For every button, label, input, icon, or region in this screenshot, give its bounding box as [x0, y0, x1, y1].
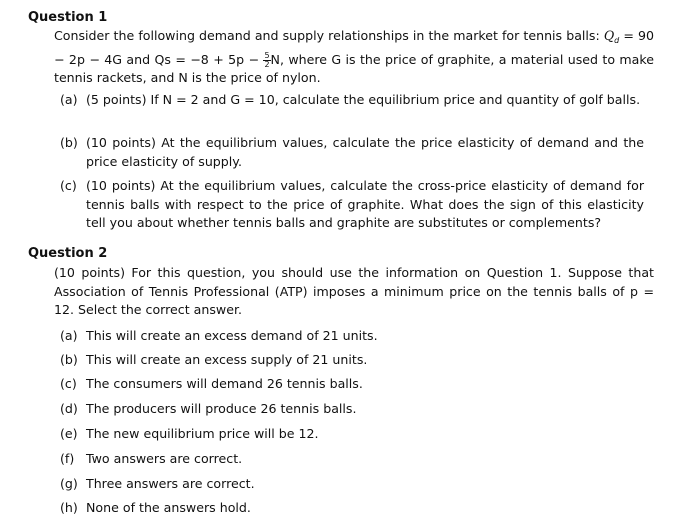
question-1-intro: [54, 27, 654, 88]
question-1-heading: Question 1: [28, 10, 108, 25]
option-label: (c): [60, 376, 77, 391]
fraction-numerator: 5: [264, 50, 270, 60]
intro-equation-part-2: N, where G is the price of graphite, a material used to make tennis rackets, and N is the price of nylon.: [54, 51, 654, 85]
part-text: (10 points) At the equilibrium values, calculate the cross-price elasticity of demand for tennis balls with respect to the price of graphite. What does the sign of this elasticity tell you about whether tennis balls and graphite are substitutes or complements?: [86, 178, 644, 230]
intro-text-part-1: Consider the following demand and supply relationships in the market for tennis balls:: [54, 28, 604, 43]
part-label: (c): [60, 178, 77, 193]
option-text: The consumers will demand 26 tennis balls.: [86, 376, 363, 391]
question-1-part-a: [60, 91, 644, 110]
option-label: (d): [60, 401, 78, 416]
part-text: (10 points) At the equilibrium values, calculate the price elasticity of demand and the price elasticity of supply.: [86, 135, 644, 169]
question-2-intro: (10 points) For this question, you should use the information on Question 1. Suppose that Association of Tennis Professional (ATP) imposes a minimum price on the tennis balls of p = 12. Select the correct answer.: [54, 265, 654, 317]
part-label: (b): [60, 135, 78, 150]
option-text: Three answers are correct.: [86, 476, 255, 491]
option-label: (a): [60, 328, 78, 343]
option-label: (g): [60, 476, 78, 491]
answer-option-f: [60, 450, 644, 469]
option-label: (b): [60, 352, 78, 367]
fraction-five-halves: [263, 52, 270, 69]
qd-symbol: Q: [603, 28, 615, 43]
option-text: Two answers are correct.: [86, 451, 243, 466]
option-text: This will create an excess demand of 21 units.: [86, 328, 378, 343]
question-1-part-b: [60, 134, 644, 171]
part-text: (5 points) If N = 2 and G = 10, calculate the equilibrium price and quantity of golf balls.: [86, 92, 641, 107]
option-text: The producers will produce 26 tennis balls.: [86, 401, 357, 416]
part-label: (a): [60, 92, 78, 107]
answer-option-g: [60, 475, 644, 494]
option-text: None of the answers hold.: [86, 500, 251, 515]
option-text: The new equilibrium price will be 12.: [86, 426, 319, 441]
intro-equation-part-1: = 90 − 2p − 4G and Qs = −8 + 5p −: [54, 28, 654, 67]
option-text: This will create an excess supply of 21 units.: [86, 352, 368, 367]
option-label: (f): [60, 451, 75, 466]
question-1-part-c: [60, 177, 644, 233]
question-2-heading: Question 2: [28, 246, 108, 261]
fraction-denominator: 2: [264, 59, 270, 69]
answer-option-c: [60, 375, 644, 394]
answer-option-d: [60, 400, 644, 419]
option-label: (e): [60, 426, 78, 441]
option-label: (h): [60, 500, 78, 515]
answer-option-e: [60, 425, 644, 444]
answer-option-h: [60, 499, 644, 518]
qd-subscript: d: [614, 36, 620, 45]
answer-option-a: [60, 327, 644, 346]
answer-option-b: [60, 351, 644, 370]
